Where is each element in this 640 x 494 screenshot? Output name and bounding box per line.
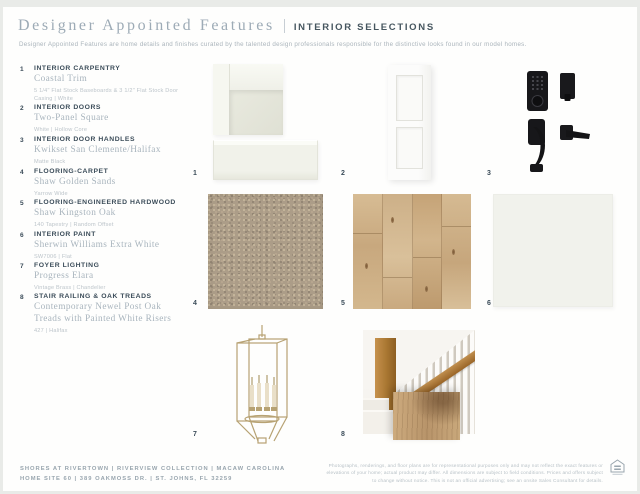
title-caps: INTERIOR SELECTIONS: [293, 22, 435, 33]
item-category: FLOORING-ENGINEERED HARDWOOD: [34, 199, 176, 206]
paint-swatch: [493, 194, 613, 307]
page-title: [18, 17, 435, 35]
wood-plank: [353, 194, 383, 309]
swatch-number-5: 5: [341, 300, 345, 307]
trim-casing-swatch: [213, 64, 283, 135]
door-lower-panel: [396, 127, 423, 169]
item-product: Contemporary Newel Post Oak Treads with Painted White Risers: [34, 302, 172, 324]
item-detail: White | Hollow Core: [34, 127, 88, 134]
matte-black-hardware-icon: [527, 69, 593, 175]
wood-plank: [383, 194, 413, 309]
footer-line2: HOME SITE 60 | 389 OAKMOSS DR. | ST. JOHNS, FL 32259: [20, 475, 233, 482]
list-item-lighting: [20, 262, 185, 292]
swatch-number-1: 1: [193, 170, 197, 177]
item-product: Progress Elara: [34, 271, 94, 281]
carpet-swatch: [208, 194, 323, 309]
list-item-door-handles: [20, 136, 185, 166]
title-divider: [284, 19, 285, 33]
swatch-number-6: 6: [487, 300, 491, 307]
item-number: 8: [20, 294, 24, 301]
item-detail: Vintage Brass | Chandelier: [34, 285, 106, 292]
brass-lantern-chandelier-icon: [228, 325, 296, 447]
item-detail: 140 Tapestry | Random Offset: [34, 222, 114, 229]
item-number: 1: [20, 66, 24, 73]
item-category: FOYER LIGHTING: [34, 262, 100, 269]
title-serif: Designer Appointed Features: [18, 17, 275, 34]
item-detail: 5 1/4" Flat Stock Baseboards & 3 1/2" Flat Stock Door Casing | White: [34, 88, 179, 103]
casing-side-trim: [213, 64, 230, 135]
oak-tread-swatch-inset: [393, 392, 460, 440]
list-item-paint: [20, 231, 185, 261]
item-product: Shaw Golden Sands: [34, 177, 116, 187]
item-detail: Matte Black: [34, 159, 66, 166]
item-category: INTERIOR DOORS: [34, 104, 101, 111]
list-item-doors: [20, 104, 185, 134]
item-number: 3: [20, 137, 24, 144]
swatch-number-2: 2: [341, 170, 345, 177]
swatch-number-4: 4: [193, 300, 197, 307]
two-panel-door-swatch: [388, 65, 431, 180]
item-product: Kwikset San Clemente/Halifax: [34, 145, 161, 155]
item-number: 5: [20, 200, 24, 207]
wood-plank: [413, 194, 443, 309]
baseboard-swatch: [213, 140, 318, 180]
item-product: Shaw Kingston Oak: [34, 208, 116, 218]
list-item-hardwood: [20, 199, 185, 229]
door-hardware-swatch: [527, 69, 593, 175]
footer-disclaimer: Photographs, renderings, and floor plans are for representational purposes only and may not reflect the exact features or elevations of your home; actual product may differ. All dimensions are subject to field conditions. Prices and offers subject to change without notice. This is not an official advertising; see an onsite Sales Consultant for details.: [326, 463, 603, 483]
item-number: 4: [20, 169, 24, 176]
footer-community-info: [20, 465, 285, 485]
item-product: Coastal Trim: [34, 74, 88, 84]
swatch-number-3: 3: [487, 170, 491, 177]
item-detail: SW7006 | Flat: [34, 254, 72, 261]
casing-shadow-recess: [229, 90, 283, 135]
hardwood-swatch: [353, 194, 471, 309]
subtitle: Designer Appointed Features are home details and finishes curated by the talented design professionals responsible for the distinctive looks found in our model homes.: [19, 41, 527, 48]
equal-housing-icon: [610, 459, 625, 481]
list-item-carpet: [20, 168, 185, 198]
item-number: 7: [20, 263, 24, 270]
item-category: INTERIOR DOOR HANDLES: [34, 136, 136, 143]
item-category: INTERIOR PAINT: [34, 231, 96, 238]
list-item-stair: [20, 293, 185, 335]
door-upper-panel: [396, 75, 423, 121]
swatch-number-8: 8: [341, 431, 345, 438]
item-category: STAIR RAILING & OAK TREADS: [34, 293, 152, 300]
item-detail: 427 | Halifax: [34, 327, 68, 334]
item-category: FLOORING-CARPET: [34, 168, 109, 175]
wood-plank: [442, 194, 471, 309]
swatch-number-7: 7: [193, 431, 197, 438]
item-category: INTERIOR CARPENTRY: [34, 65, 121, 72]
foyer-chandelier-swatch: [228, 325, 296, 447]
item-product: Two-Panel Square: [34, 113, 109, 123]
item-product: Sherwin Williams Extra White: [34, 240, 160, 250]
item-number: 2: [20, 105, 24, 112]
sheet-page: [3, 7, 637, 491]
item-detail: Yarrow Wide: [34, 191, 68, 198]
list-item-carpentry: [20, 65, 185, 103]
footer-line1: SHORES AT RIVERTOWN | RIVERVIEW COLLECTION | MACAW CAROLINA: [20, 466, 286, 472]
item-number: 6: [20, 232, 24, 239]
